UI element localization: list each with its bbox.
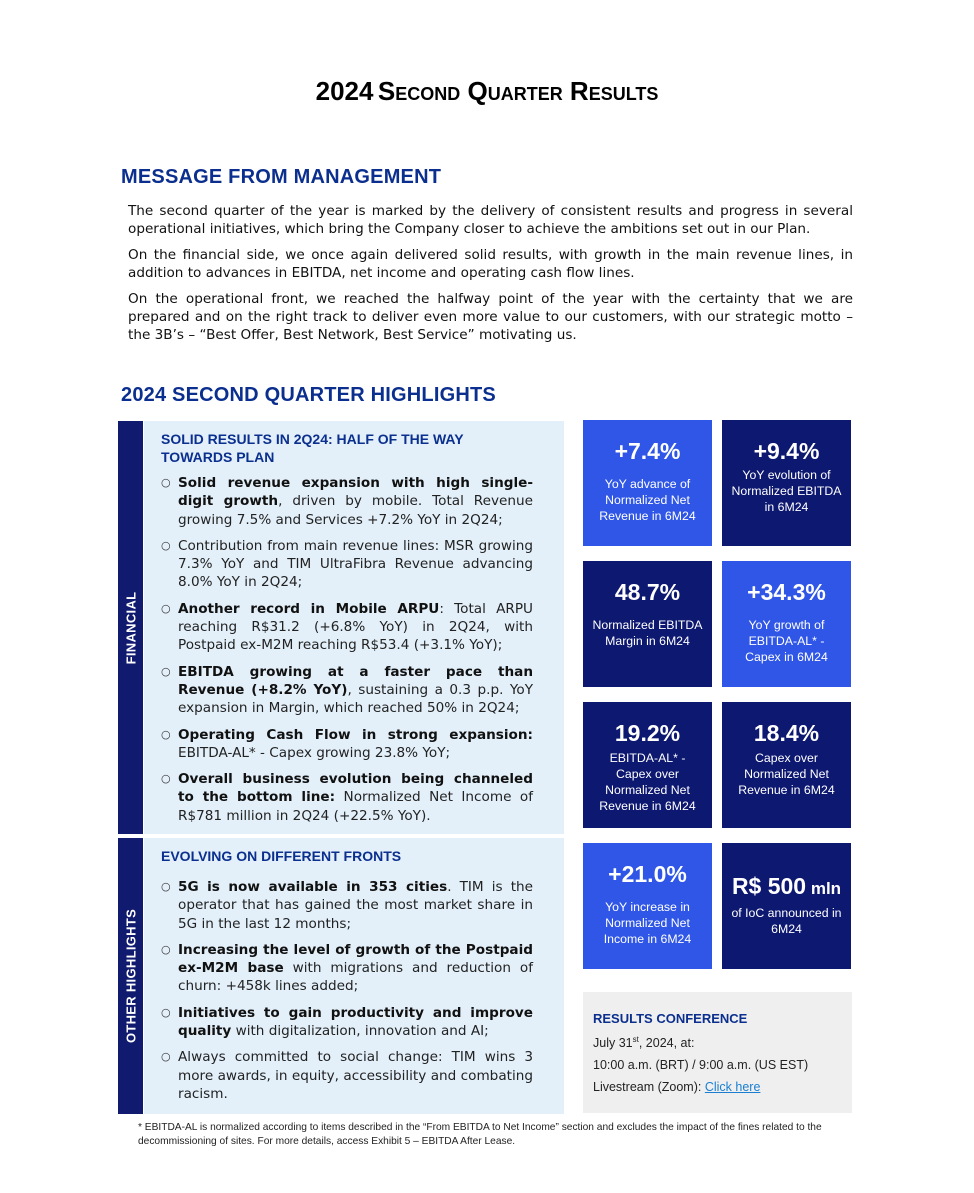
financial-list bbox=[161, 474, 533, 833]
kpi-value: +21.0% bbox=[608, 861, 687, 887]
list-item: ○ Contribution from main revenue lines: MSR growing 7.3% YoY and TIM UltraFibra Revenue advancing 8.0% YoY in 2Q24; bbox=[161, 537, 533, 591]
list-item: ○ Overall business evolution being channeled to the bottom line: Normalized Net Income of R$781 million in 2Q24 (+22.5% YoY). bbox=[161, 771, 533, 824]
financial-panel-heading: SOLID RESULTS IN 2Q24: HALF OF THE WAY TOWARDS PLAN bbox=[161, 431, 464, 465]
kpi-value: 19.2% bbox=[614, 720, 681, 746]
title-year: 2024 bbox=[315, 76, 374, 106]
other-highlights-band-label: OTHER HIGHLIGHTS bbox=[123, 908, 138, 1044]
kpi-value: +9.4% bbox=[753, 438, 820, 464]
kpi-value: 18.4% bbox=[753, 720, 820, 746]
list-item: ○ Always committed to social change: TIM wins 3 more awards, in equity, accessibility and combating racism. bbox=[161, 1049, 533, 1102]
conference-livestream: Livestream (Zoom): Click here bbox=[593, 1080, 761, 1094]
conference-date: July 31st, 2024, at: bbox=[593, 1035, 695, 1051]
other-highlights-band bbox=[118, 838, 143, 1114]
list-item: ○ Another record in Mobile ARPU: Total ARPU reaching R$31.2 (+6.8% YoY) in 2Q24, with Postpaid ex-M2M reaching R$53.4 (+3.1% YoY); bbox=[161, 600, 533, 654]
kpi-tile bbox=[722, 702, 851, 828]
financial-band-label: FINANCIAL bbox=[123, 591, 138, 664]
bullet-icon: ○ bbox=[161, 476, 171, 489]
list-item: ○ Increasing the level of growth of the Postpaid ex-M2M base with migrations and reduction of churn: +458k lines added; bbox=[161, 941, 533, 995]
title-rest: Second Quarter Results bbox=[377, 76, 659, 106]
bullet-icon: ○ bbox=[161, 1050, 171, 1064]
message-body bbox=[128, 202, 853, 352]
kpi-label: EBITDA-AL* - Capex over Normalized Net Revenue in 6M24 bbox=[599, 751, 696, 813]
results-conference-box bbox=[583, 992, 852, 1113]
kpi-label: Capex over Normalized Net Revenue in 6M24 bbox=[738, 751, 835, 797]
kpi-tile bbox=[583, 420, 712, 546]
financial-band bbox=[118, 421, 143, 834]
message-heading: MESSAGE FROM MANAGEMENT bbox=[121, 166, 442, 188]
list-item: ○ EBITDA growing at a faster pace than Revenue (+8.2% YoY), sustaining a 0.3 p.p. YoY expansion in Margin, which reached 50% in 2Q24; bbox=[161, 663, 533, 717]
financial-panel bbox=[144, 421, 564, 834]
conference-title: RESULTS CONFERENCE bbox=[593, 1011, 748, 1026]
other-highlights-panel bbox=[144, 838, 564, 1114]
page-title bbox=[0, 76, 974, 107]
kpi-value: 48.7% bbox=[614, 579, 681, 605]
list-item: ○ Operating Cash Flow in strong expansion: EBITDA-AL* - Capex growing 23.8% YoY; bbox=[161, 726, 533, 761]
kpi-label: YoY increase in Normalized Net Income in 6M24 bbox=[603, 900, 692, 946]
kpi-label: Normalized EBITDA Margin in 6M24 bbox=[592, 618, 703, 648]
bullet-icon: ○ bbox=[161, 1005, 171, 1019]
bullet-icon: ○ bbox=[161, 664, 171, 678]
kpi-tile bbox=[583, 561, 712, 687]
kpi-tile bbox=[722, 420, 851, 546]
click-here-link[interactable]: Click here bbox=[704, 1080, 761, 1094]
message-paragraph-3: On the operational front, we reached the halfway point of the year with the certainty that we are prepared and on the right track to deliver even more value to our customers, with our strategic motto – the 3B’s – “Best Offer, Best Network, Best Service” motivating us. bbox=[128, 291, 853, 343]
bullet-icon: ○ bbox=[161, 880, 171, 893]
kpi-tile bbox=[722, 843, 851, 969]
kpi-label: YoY evolution of Normalized EBITDA in 6M24 bbox=[731, 468, 842, 514]
other-highlights-heading: EVOLVING ON DIFFERENT FRONTS bbox=[161, 848, 402, 864]
other-highlights-list bbox=[161, 878, 533, 1111]
list-item: ○ 5G is now available in 353 cities. TIM is the operator that has gained the most market share in 5G in the last 12 months; bbox=[161, 879, 533, 932]
bullet-icon: ○ bbox=[161, 538, 171, 552]
kpi-tile bbox=[583, 702, 712, 828]
kpi-value: +34.3% bbox=[747, 579, 826, 605]
list-item: ○ Initiatives to gain productivity and improve quality with digitalization, innovation and AI; bbox=[161, 1004, 533, 1040]
kpi-label: of IoC announced in 6M24 bbox=[731, 906, 842, 936]
footnote: * EBITDA-AL is normalized according to items described in the “From EBITDA to Net Income” section and excludes the impact of the fines related to the decommissioning of sites. For more details, access Exhibit 5 – EBITDA After Lease. bbox=[138, 1122, 822, 1147]
kpi-value: +7.4% bbox=[614, 438, 681, 464]
kpi-label: YoY advance of Normalized Net Revenue in 6M24 bbox=[599, 477, 696, 523]
bullet-icon: ○ bbox=[161, 601, 171, 615]
bullet-icon: ○ bbox=[161, 727, 171, 741]
message-paragraph-1: The second quarter of the year is marked by the delivery of consistent results and progress in several operational initiatives, which bring the Company closer to achieve the ambitions set out in our Plan. bbox=[128, 203, 853, 237]
kpi-label: YoY growth of EBITDA-AL* - Capex in 6M24 bbox=[745, 618, 828, 664]
bullet-icon: ○ bbox=[161, 772, 171, 786]
conference-time: 10:00 a.m. (BRT) / 9:00 a.m. (US EST) bbox=[593, 1058, 809, 1072]
kpi-tile bbox=[583, 843, 712, 969]
bullet-icon: ○ bbox=[161, 942, 171, 956]
highlights-heading: 2024 SECOND QUARTER HIGHLIGHTS bbox=[121, 384, 496, 406]
message-paragraph-2: On the financial side, we once again delivered solid results, with growth in the main revenue lines, in addition to advances in EBITDA, net income and operating cash flow lines. bbox=[128, 247, 853, 281]
kpi-value: R$ 500 mln bbox=[731, 873, 842, 899]
kpi-tile bbox=[722, 561, 851, 687]
list-item: ○ Solid revenue expansion with high single-digit growth, driven by mobile. Total Revenue growing 7.5% and Services +7.2% YoY in 2Q24; bbox=[161, 475, 533, 528]
